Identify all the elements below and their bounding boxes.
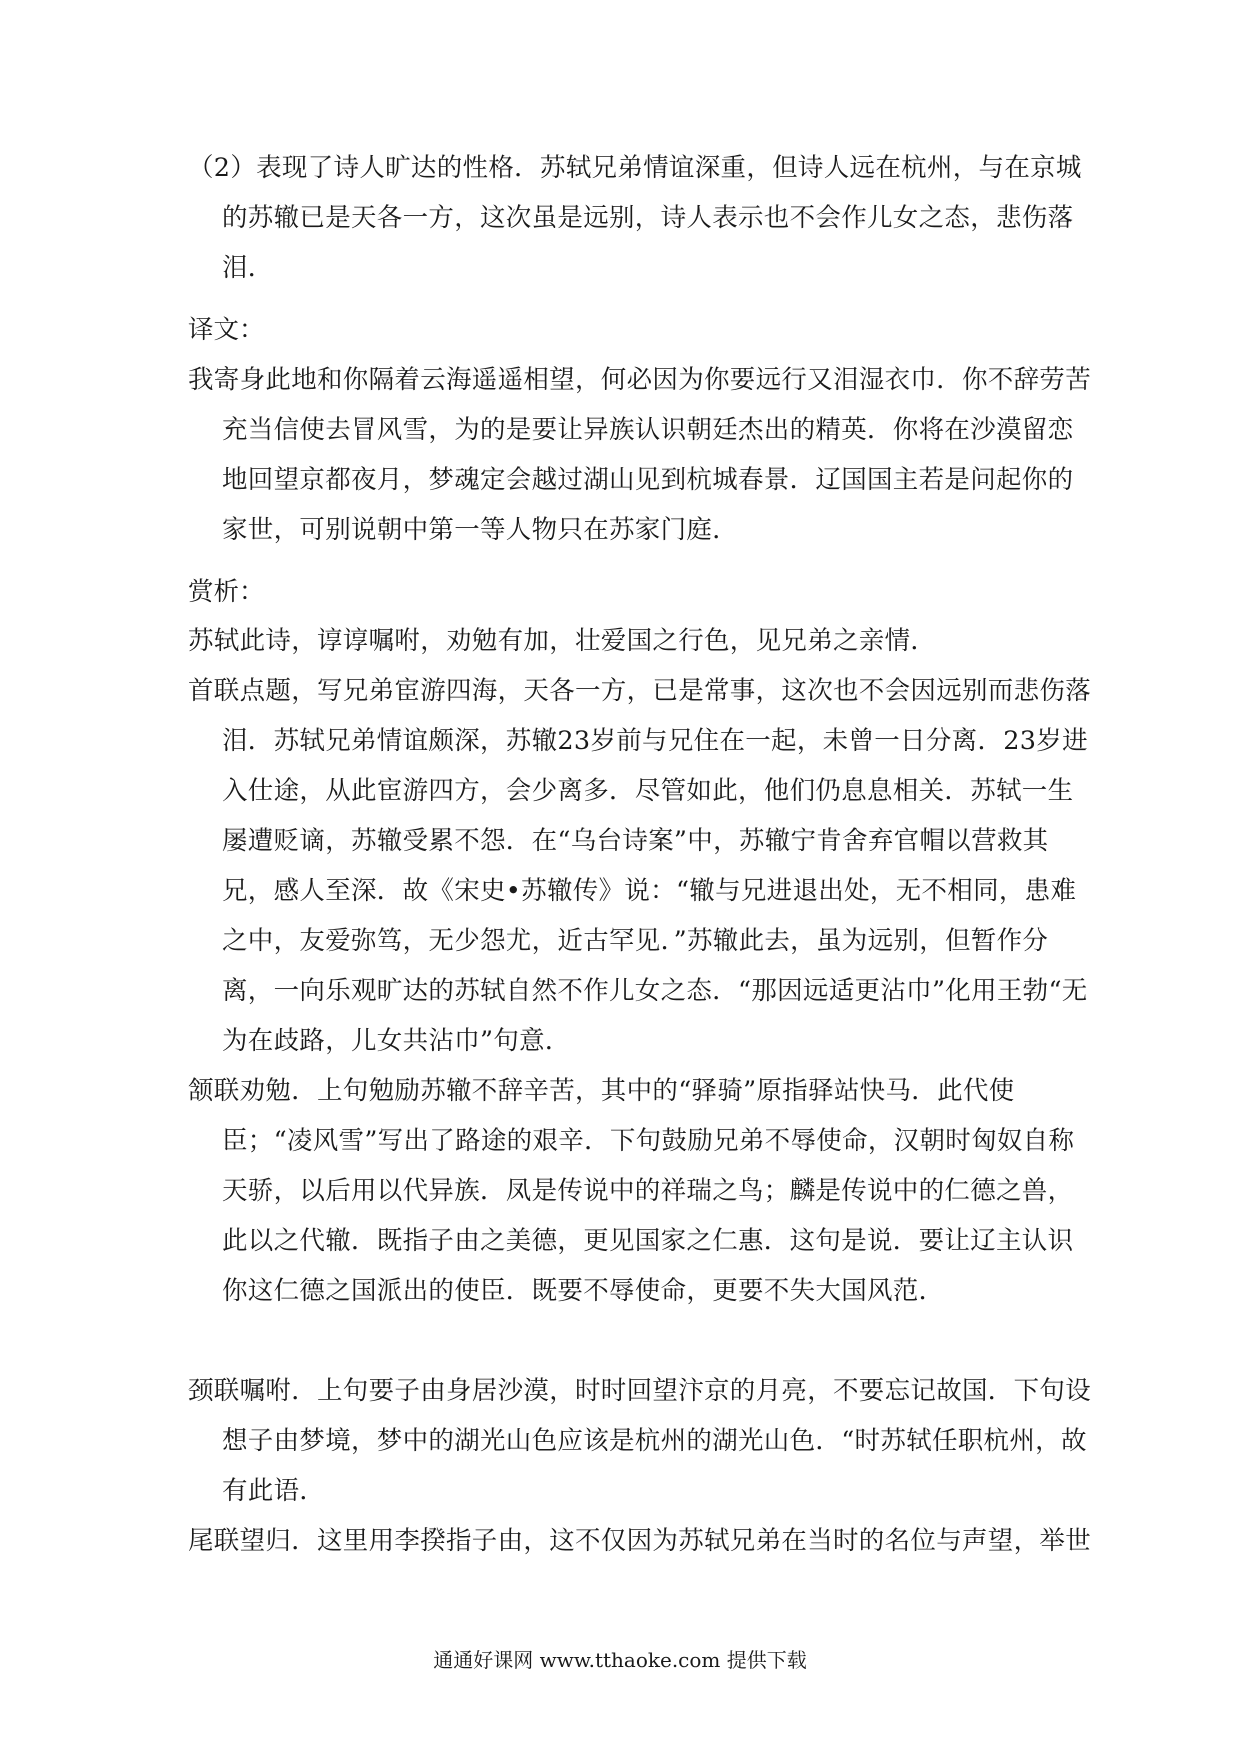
- appreciation-paragraph-4: 颈联嘱咐．上句要子由身居沙漠，时时回望汴京的月亮，不要忘记故国．下句设想子由梦境，梦中的湖光山色应该是杭州的湖光山色．“时苏轼任职杭州，故有此语．: [188, 1376, 1092, 1506]
- answer-2-paragraph: （2）表现了诗人旷达的性格．苏轼兄弟情谊深重，但诗人远在杭州，与在京城的苏辙已是天各一方，这次虽是远别，诗人表示也不会作儿女之态，悲伤落泪．: [188, 153, 1082, 283]
- appreciation-heading: 赏析：: [188, 577, 265, 607]
- translation-paragraph: 我寄身此地和你隔着云海遥遥相望，何必因为你要远行又泪湿衣巾．你不辞劳苦充当信使去冒风雪，为的是要让异族认识朝廷杰出的精英．你将在沙漠留恋地回望京都夜月，梦魂定会越过湖山见到杭城春景．辽国国主若是问起你的家世，可别说朝中第一等人物只在苏家门庭．: [188, 365, 1092, 545]
- translation-heading: 译文：: [188, 315, 265, 345]
- appreciation-paragraph-3: 颔联劝勉．上句勉励苏辙不辞辛苦，其中的“驿骑”原指驿站快马．此代使臣；“凌风雪”写出了路途的艰辛．下句鼓励兄弟不辱使命，汉朝时匈奴自称天骄，以后用以代异族．凤是传说中的祥瑞之鸟；麟是传说中的仁德之兽，此以之代辙．既指子由之美德，更见国家之仁惠．这句是说．要让辽主认识你这仁德之国派出的使臣．既要不辱使命，更要不失大国风范．: [188, 1076, 1075, 1306]
- appreciation-paragraph-1: 苏轼此诗，谆谆嘱咐，劝勉有加，壮爱国之行色，见兄弟之亲情．: [188, 626, 937, 656]
- appreciation-paragraph-2: 首联点题，写兄弟宦游四海，天各一方，已是常事，这次也不会因远别而悲伤落泪．苏轼兄弟情谊颇深，苏辙23岁前与兄住在一起，未曾一日分离．23岁进入仕途，从此宦游四方，会少离多．尽管如此，他们仍息息相关．苏轼一生屡遭贬谪，苏辙受累不怨．在“乌台诗案”中，苏辙宁肯舍弃官帽以营救其兄，感人至深．故《宋史•苏辙传》说：“辙与兄进退出处，无不相同，患难之中，友爱弥笃，无少怨尤，近古罕见．”苏辙此去，虽为远别，但暂作分离，一向乐观旷达的苏轼自然不作儿女之态．“那因远适更沾巾”化用王勃“无为在歧路，儿女共沾巾”句意．: [188, 676, 1092, 1056]
- appreciation-paragraph-5: 尾联望归．这里用李揆指子由，这不仅因为苏轼兄弟在当时的名位与声望，举世: [188, 1526, 1092, 1556]
- page-footer: 通通好课网 www.tthaoke.com 提供下载: [433, 1648, 807, 1672]
